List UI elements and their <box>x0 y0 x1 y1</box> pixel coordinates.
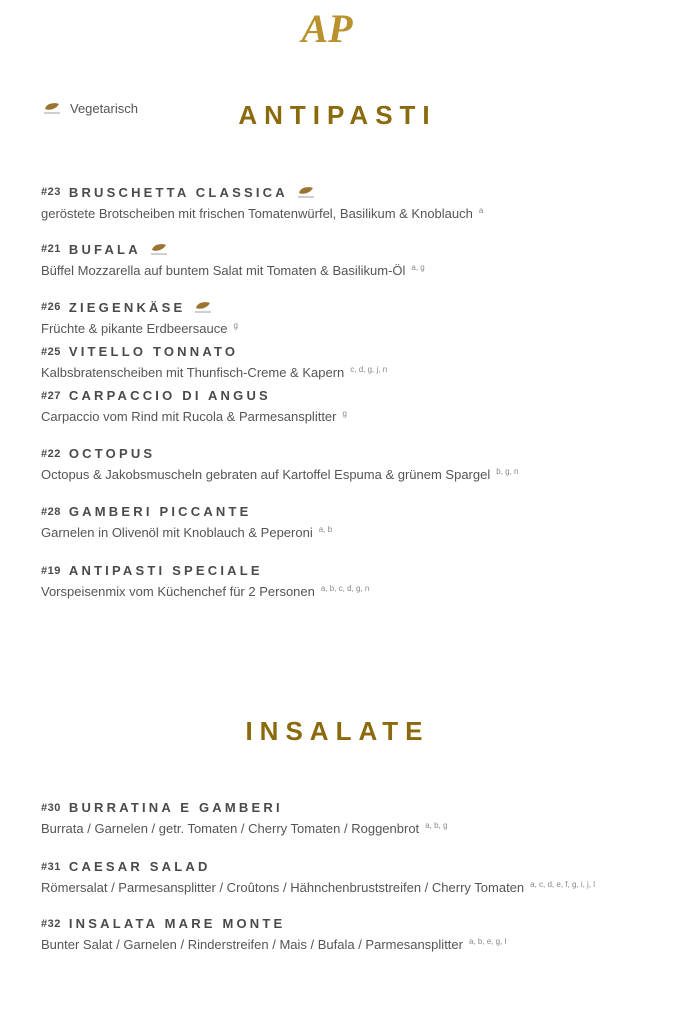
item-number: #32 <box>41 917 61 930</box>
vegetarian-legend-label: Vegetarisch <box>70 100 138 116</box>
item-allergens: a, b <box>318 525 333 534</box>
item-description: Garnelen in Olivenöl mit Knoblauch & Peperoni <box>41 525 313 540</box>
menu-item <box>41 859 595 895</box>
item-name: BURRATINA E GAMBERI <box>68 800 283 815</box>
item-allergens: a, b, c, d, g, n <box>320 584 370 593</box>
item-allergens: a, b, e, g, l <box>468 937 507 946</box>
menu-item <box>41 800 447 836</box>
item-description: Früchte & pikante Erdbeersauce <box>41 321 228 336</box>
item-allergens: g <box>233 321 238 330</box>
item-allergens: a, c, d, e, f, g, i, j, l <box>530 880 596 889</box>
item-allergens: a <box>478 206 484 215</box>
item-number: #31 <box>41 860 61 873</box>
item-allergens: b, g, n <box>496 467 519 476</box>
restaurant-logo <box>294 4 360 50</box>
item-number: #19 <box>41 564 61 577</box>
vegetarian-leaf-icon <box>149 241 169 257</box>
menu-item <box>41 299 238 336</box>
menu-item <box>41 504 332 540</box>
item-description: geröstete Brotscheiben mit frischen Tomatenwürfel, Basilikum & Knoblauch <box>41 206 473 221</box>
menu-item <box>41 344 387 380</box>
item-number: #21 <box>41 243 61 255</box>
menu-item <box>41 563 369 599</box>
item-name: BUFALA <box>68 241 141 257</box>
item-number: #22 <box>41 447 61 460</box>
item-name: CAESAR SALAD <box>68 859 211 874</box>
vegetarian-leaf-icon <box>193 299 213 315</box>
item-description: Burrata / Garnelen / getr. Tomaten / Cherry Tomaten / Roggenbrot <box>41 821 420 836</box>
item-allergens: c, d, g, j, n <box>350 365 388 374</box>
item-name: VITELLO TONNATO <box>68 344 239 359</box>
item-number: #30 <box>41 801 61 814</box>
item-description: Octopus & Jakobsmuscheln gebraten auf Kartoffel Espuma & grünem Spargel <box>41 467 491 482</box>
item-number: #26 <box>41 301 61 313</box>
item-description: Carpaccio vom Rind mit Rucola & Parmesansplitter <box>41 409 337 424</box>
item-description: Büffel Mozzarella auf buntem Salat mit Tomaten & Basilikum-Öl <box>41 263 406 278</box>
item-allergens: a, g <box>411 263 425 272</box>
menu-item <box>41 184 483 221</box>
menu-item <box>41 388 347 424</box>
item-name: INSALATA MARE MONTE <box>68 916 286 931</box>
menu-item <box>41 241 425 278</box>
item-name: ZIEGENKÄSE <box>68 299 186 315</box>
section-title-insalate: INSALATE <box>245 716 430 746</box>
item-name: CARPACCIO DI ANGUS <box>68 388 271 403</box>
item-number: #27 <box>41 389 61 402</box>
item-name: ANTIPASTI SPECIALE <box>68 563 263 578</box>
item-description: Vorspeisenmix vom Küchenchef für 2 Personen <box>41 584 315 599</box>
item-name: BRUSCHETTA CLASSICA <box>68 184 288 200</box>
item-name: OCTOPUS <box>68 446 156 461</box>
item-number: #25 <box>41 345 61 358</box>
section-title-antipasti: ANTIPASTI <box>238 100 437 130</box>
menu-item <box>41 916 506 952</box>
logo-lettering: AP <box>301 6 353 50</box>
item-allergens: a, b, g <box>425 821 448 830</box>
vegetarian-leaf-icon <box>296 184 316 200</box>
item-name: GAMBERI PICCANTE <box>68 504 252 519</box>
item-number: #28 <box>41 505 61 518</box>
item-number: #23 <box>41 186 61 198</box>
item-allergens: g <box>342 409 347 418</box>
item-description: Kalbsbratenscheiben mit Thunfisch-Creme & Kapern <box>41 365 345 380</box>
menu-item <box>41 446 519 482</box>
item-description: Bunter Salat / Garnelen / Rinderstreifen / Mais / Bufala / Parmesansplitter <box>41 937 463 952</box>
item-description: Römersalat / Parmesansplitter / Croûtons / Hähnchenbruststreifen / Cherry Tomaten <box>41 880 525 895</box>
